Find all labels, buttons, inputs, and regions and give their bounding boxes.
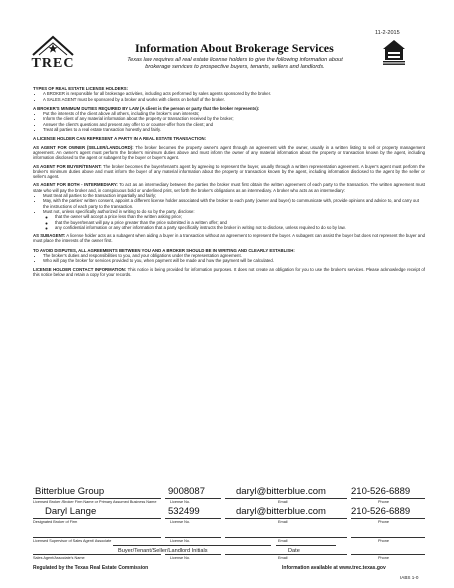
list-item-text: Must not, unless specifically authorized in writing to do so by the party, disclose: xyxy=(43,208,195,214)
disputes-heading: TO AVOID DISPUTES, ALL AGREEMENTS BETWEEN YOU AND A BROKER SHOULD BE IN WRITING AND CLEARLY ESTABLISH: xyxy=(33,247,295,253)
list-item: • Answer the client's questions and present any offer to or counter-offer from the client; and xyxy=(43,122,425,127)
subagent-paragraph xyxy=(33,233,425,244)
field-label: Licensed Supervisor of Sales Agent/ Associate xyxy=(33,539,112,543)
list-item: • A SALES AGENT must be sponsored by a broker and works with clients on behalf of the broker. xyxy=(43,97,425,102)
phone-value[interactable]: 210-526-6889 xyxy=(351,506,411,517)
signature-line xyxy=(165,498,221,499)
list-item: • Put the interests of the client above all others, including the broker's own interests; xyxy=(43,111,425,116)
signature-line xyxy=(225,518,347,519)
list-item: • Treat all parties to a real estate transaction honestly and fairly. xyxy=(43,127,425,132)
field-label: Designated Broker of Firm xyxy=(33,520,78,524)
list-item: ◦ any confidential information or any other information that a party specifically instructs the broker in writing not to disclose, unless required to do so by law. xyxy=(55,225,425,230)
field-label: Email xyxy=(278,500,288,504)
signature-line xyxy=(33,518,161,519)
contact-info-paragraph xyxy=(33,267,425,278)
footer-regulated: Regulated by the Texas Real Estate Commission xyxy=(33,565,149,571)
field-label: Phone xyxy=(378,556,389,560)
list-item: • Who will pay the broker for services provided to you, when payment will be made and how the payment will be calculated. xyxy=(43,258,425,263)
buyer-label: AS AGENT FOR BUYER/TENANT: xyxy=(33,163,102,169)
signature-line xyxy=(33,498,161,499)
intermediary-label: AS AGENT FOR BOTH - INTERMEDIARY: xyxy=(33,182,118,188)
trec-logo xyxy=(30,34,76,74)
field-label: License No. xyxy=(170,500,191,504)
signature-line xyxy=(225,498,347,499)
document-body xyxy=(33,82,425,277)
page-subtitle xyxy=(116,57,354,71)
contact-info-label: LICENSE HOLDER CONTACT INFORMATION: xyxy=(33,266,127,272)
signature-line xyxy=(165,518,221,519)
owner-label: AS AGENT FOR OWNER (SELLER/LANDLORD): xyxy=(33,144,134,150)
duties-heading: A BROKER'S MINIMUM DUTIES REQUIRED BY LAW (A client is the person or party that the broker represents): xyxy=(33,105,260,111)
house-roof-icon xyxy=(30,34,76,56)
footer-info: Information available at www.trec.texas.gov xyxy=(282,565,386,571)
field-label: License No. xyxy=(170,539,191,543)
list-item: ◦ that the owner will accept a price less than the written asking price; xyxy=(55,214,425,219)
signature-line xyxy=(225,554,347,555)
email-value[interactable]: daryl@bitterblue.com xyxy=(236,486,326,497)
signature-line xyxy=(351,537,425,538)
list-item xyxy=(43,209,425,230)
field-label: License No. xyxy=(170,520,191,524)
represent-heading: A LICENSE HOLDER CAN REPRESENT A PARTY IN A REAL ESTATE TRANSACTION: xyxy=(33,136,207,142)
intermediary-paragraph xyxy=(33,182,425,193)
owner-paragraph xyxy=(33,145,425,161)
date-label: Date xyxy=(288,548,300,554)
list-item: • May, with the parties' written consent, appoint a different license holder associated with the broker to each party (owner and buyer) to communicate with, provide opinions and advice to, and carry out the instructions of each party to the transaction. xyxy=(43,198,425,209)
form-id: IABS 1-0 xyxy=(400,575,419,580)
subagent-label: AS SUBAGENT: xyxy=(33,233,66,239)
list-item: • Must treat all parties to the transaction impartially and fairly; xyxy=(43,193,425,198)
equal-housing-opportunity-icon xyxy=(382,39,406,67)
signature-line xyxy=(351,518,425,519)
logo-text: TREC xyxy=(31,56,75,71)
signature-line xyxy=(225,537,347,538)
field-label: Licensed Broker /Broker Firm Name or Primary Assumed Business Name xyxy=(33,500,157,504)
field-label: Sales Agent/Associate's Name xyxy=(33,556,85,560)
owner-text: The broker becomes the property owner's agent through an agreement with the owner, usually in a written listing to sell or property management agreement. An owner's agent must perform the broker's minimum duties above and must inform the owner of any material information about the property or transaction known by the agent, including information disclosed to the agent or subagent by the buyer or buyer's agent. xyxy=(33,144,425,161)
form-date: 11-2-2015 xyxy=(375,30,400,36)
list-item: • A BROKER is responsible for all brokerage activities, including acts performed by sales agents sponsored by the broker. xyxy=(43,91,425,96)
initials-line[interactable] xyxy=(113,545,271,546)
field-label: Email xyxy=(278,520,288,524)
buyer-text: The broker becomes the buyer/tenant's agent by agreeing to represent the buyer, usually through a written representation agreement. A buyer's agent must perform the broker's minimum duties above and must inform the buyer of any material information about the property or transaction known by the agent, including information disclosed to the agent by the seller or seller's agent. xyxy=(33,163,425,180)
signature-line xyxy=(351,498,425,499)
email-value[interactable]: daryl@bitterblue.com xyxy=(236,506,326,517)
subtitle-line: brokerage services to prospective buyers, tenants, sellers and landlords. xyxy=(145,64,325,70)
contact-info-text: This notice is being provided for information purposes. It does not create an obligation for you to use the broker's services. Please acknowledge receipt of this notice below and retain a copy for your records. xyxy=(33,266,425,277)
list-item: • The broker's duties and responsibilities to you, and your obligations under the representation agreement. xyxy=(43,253,425,258)
field-label: Phone xyxy=(378,500,389,504)
signature-line xyxy=(165,537,221,538)
field-label: Email xyxy=(278,556,288,560)
signature-line xyxy=(33,537,161,538)
subagent-text: A license holder acts as a subagent when aiding a buyer in a transaction without an agreement to represent the buyer. A subagent can assist the buyer but does not represent the buyer and must place the interests of the owner first. xyxy=(33,233,425,244)
field-label: Phone xyxy=(378,539,389,543)
initials-label: Buyer/Tenant/Seller/Landlord Initials xyxy=(118,548,208,554)
buyer-paragraph xyxy=(33,164,425,180)
date-line[interactable] xyxy=(276,545,336,546)
list-item: • Inform the client of any material information about the property or transaction received by the broker; xyxy=(43,116,425,121)
signature-line xyxy=(165,554,221,555)
broker-firm-value[interactable]: Bitterblue Group xyxy=(35,486,105,497)
page-title: Information About Brokerage Services xyxy=(135,41,334,55)
disclose-list xyxy=(43,214,425,230)
license-value[interactable]: 532499 xyxy=(168,506,200,517)
intermediary-list xyxy=(33,193,425,230)
types-heading: TYPES OF REAL ESTATE LICENSE HOLDERS: xyxy=(33,86,129,91)
signature-line xyxy=(33,554,161,555)
header xyxy=(0,0,454,78)
list-item: ◦ that the buyer/tenant will pay a price greater than the price submitted in a written offer; and xyxy=(55,220,425,225)
field-label: Phone xyxy=(378,520,389,524)
field-label: License No. xyxy=(170,556,191,560)
subtitle-line: Texas law requires all real estate license holders to give the following information about xyxy=(127,57,343,63)
field-label: Email xyxy=(278,539,288,543)
types-list xyxy=(33,91,425,102)
intermediary-text: To act as an intermediary between the parties the broker must first obtain the written agreement of each party to the transaction. The written agreement must state who will pay the broker and, in conspicuous bold or underlined print, set forth the broker's obligations as an intermediary. A broker who acts as an intermediary: xyxy=(33,182,425,193)
license-value[interactable]: 9008087 xyxy=(168,486,205,497)
phone-value[interactable]: 210-526-6889 xyxy=(351,486,411,497)
designated-broker-value[interactable]: Daryl Lange xyxy=(45,506,97,517)
signature-line xyxy=(351,554,425,555)
disputes-list xyxy=(33,253,425,264)
duties-list xyxy=(33,111,425,132)
